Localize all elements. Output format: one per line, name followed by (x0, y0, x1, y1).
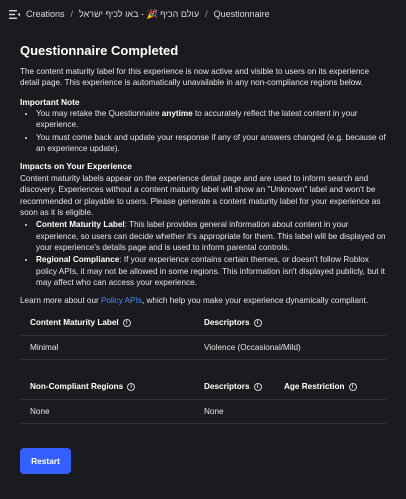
maturity-table (20, 310, 386, 360)
page-title: Questionnaire Completed (20, 43, 179, 58)
maturity-label-value: Minimal (30, 343, 59, 353)
regions-table (20, 374, 386, 424)
intro-text: The content maturity label for this experience is now active and visible to users on its experience detail page. This experience is automatically unavailable in any non-compliance regions below. (20, 66, 370, 88)
breadcrumb-current: Questionnaire (213, 8, 270, 19)
info-icon[interactable]: i (127, 383, 135, 391)
important-heading: Important Note (20, 96, 80, 107)
column-header: Descriptors (204, 382, 250, 392)
breadcrumb-separator: / (205, 8, 208, 19)
info-icon[interactable]: i (349, 383, 357, 391)
descriptors-value: Violence (Occasional/Mild) (204, 343, 301, 353)
column-header: Content Maturity Label (30, 318, 119, 328)
learn-more-text: Learn more about our Policy APIs, which help you make your experience dynamically compliant. (20, 296, 369, 306)
column-header: Descriptors (204, 318, 250, 328)
list-item: • Content Maturity Label: This label provides general information about content in your experience, so users can decide whether it's appropriate for them. This label will be displayed on your experience's details page and is used to inform parental controls. (36, 219, 386, 253)
table-row (20, 336, 386, 360)
impacts-heading: Impacts on Your Experience (20, 161, 132, 172)
policy-apis-link[interactable]: Policy APIs (101, 296, 142, 306)
descriptors-value: None (204, 407, 224, 417)
list-item: • You may retake the Questionnaire anytime to accurately reflect the latest content in your experience. (36, 108, 386, 131)
impacts-list (36, 219, 386, 288)
main-content (20, 42, 386, 424)
top-bar (0, 0, 406, 28)
breadcrumb-experience[interactable]: עולם הכיף 🎉 - באו לכיף ישראל (79, 8, 200, 19)
regions-value: None (30, 407, 50, 417)
table-header-row (20, 374, 386, 400)
info-icon[interactable]: i (123, 319, 131, 327)
info-icon[interactable]: i (254, 319, 262, 327)
column-header: Non-Compliant Regions (30, 382, 124, 392)
table-row (20, 400, 386, 424)
info-icon[interactable]: i (254, 383, 262, 391)
restart-button[interactable]: Restart (20, 448, 71, 474)
menu-collapse-icon[interactable] (8, 8, 20, 20)
list-item: • Regional Compliance: If your experience contains certain themes, or doesn't follow Roblox policy APIs, it may not be allowed in some regions. This information isn't displayed publicly, but it may affect who can access your experience. (36, 254, 386, 288)
breadcrumb-creations[interactable]: Creations (26, 8, 65, 19)
table-header-row (20, 310, 386, 336)
column-header: Age Restriction (284, 382, 345, 392)
impacts-text: Content maturity labels appear on the experience detail page and are used to inform search and discovery. Experiences without a content maturity label will show an "Unknown" label and won't be recommended or playable to users. Please generate a content maturity label for your experience as soon as it is eligible. (20, 174, 381, 217)
important-list (36, 108, 386, 154)
list-item: • You must come back and update your response if any of your answers changed (e.g. because of an experience update). (36, 132, 386, 155)
breadcrumb-separator: / (70, 8, 74, 19)
